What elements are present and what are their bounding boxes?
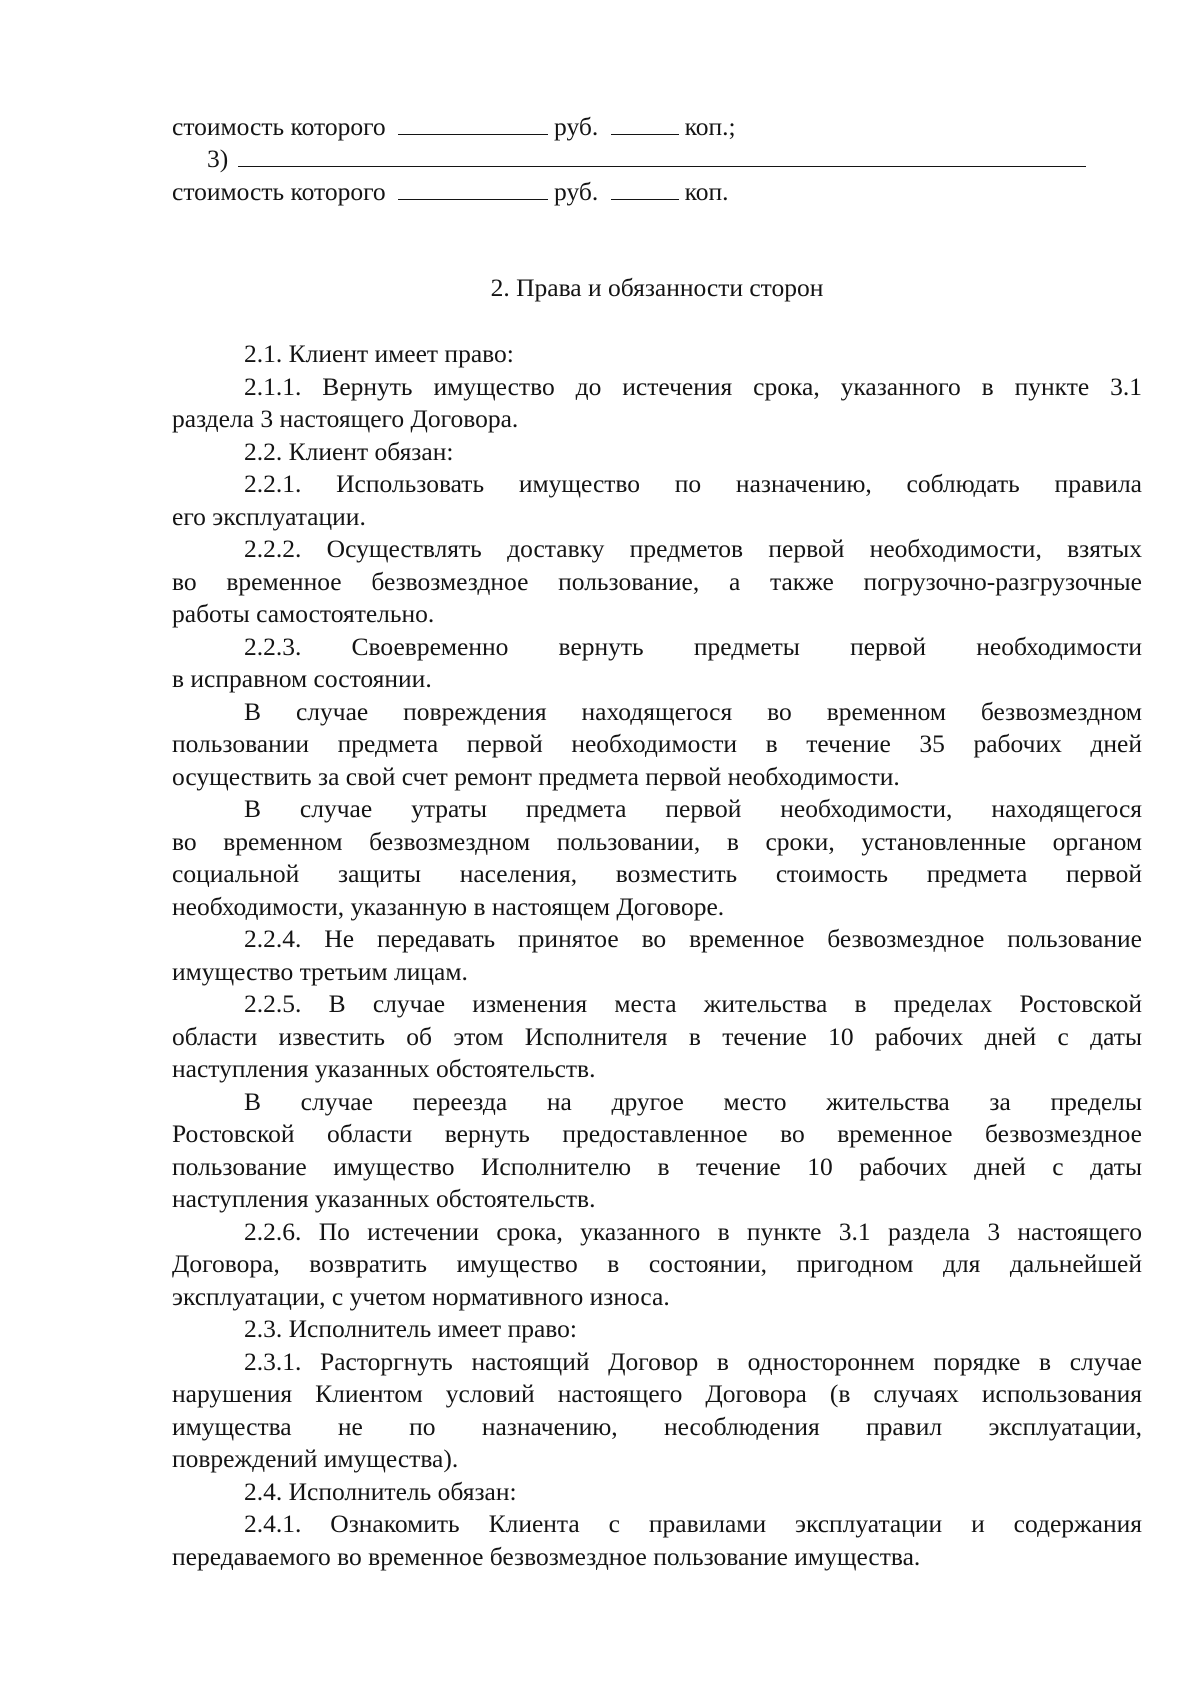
text-line: области известить об этом Исполнителя в течение 10 рабочих дней с даты (172, 1022, 1142, 1051)
item-3-blank (238, 143, 1086, 167)
text-line: 2.2. Клиент обязан: (244, 437, 454, 466)
text-line: 2.2.3. Своевременно вернуть предметы первой необходимости (244, 632, 1142, 661)
text-line: 2.1. Клиент имеет право: (244, 339, 514, 368)
text-line: во временном безвозмездном пользовании, в сроки, установленные органом (172, 827, 1142, 856)
text-line: раздела 3 настоящего Договора. (172, 404, 519, 433)
cost-prefix: стоимость которого (172, 177, 386, 206)
text-line: в исправном состоянии. (172, 664, 432, 693)
kop-label: коп. (684, 177, 729, 206)
text-line: 2.2.5. В случае изменения места жительства в пределах Ростовской (244, 989, 1142, 1018)
item-3-number: 3) (207, 144, 229, 173)
text-line: пользовании предмета первой необходимости в течение 35 рабочих дней (172, 729, 1142, 758)
text-line: имущества не по назначению, несоблюдения правил эксплуатации, (172, 1412, 1142, 1441)
text-line: 2.1.1. Вернуть имущество до истечения срока, указанного в пункте 3.1 (244, 372, 1142, 401)
text-line: работы самостоятельно. (172, 599, 435, 628)
cost-line-item-3 (172, 176, 1142, 208)
section-title: 2. Права и обязанности сторон (490, 273, 824, 302)
text-line: наступления указанных обстоятельств. (172, 1184, 596, 1213)
text-line: 2.2.6. По истечении срока, указанного в пункте 3.1 раздела 3 настоящего (244, 1217, 1142, 1246)
text-line: наступления указанных обстоятельств. (172, 1054, 596, 1083)
cost-line-item-2 (172, 111, 1142, 143)
text-line: 2.3.1. Расторгнуть настоящий Договор в одностороннем порядке в случае (244, 1347, 1142, 1376)
text-line: 2.2.4. Не передавать принятое во временное безвозмездное пользование (244, 924, 1142, 953)
text-line: пользование имущество Исполнителю в течение 10 рабочих дней с даты (172, 1152, 1142, 1181)
text-line: 2.4.1. Ознакомить Клиента с правилами эксплуатации и содержания (244, 1509, 1142, 1538)
kop-blank (611, 111, 679, 135)
text-line: 2.2.1. Использовать имущество по назначению, соблюдать правила (244, 469, 1142, 498)
text-line: нарушения Клиентом условий настоящего Договора (в случаях использования (172, 1379, 1142, 1408)
text-line: эксплуатации, с учетом нормативного износа. (172, 1282, 670, 1311)
text-line: его эксплуатации. (172, 502, 366, 531)
text-line: во временное безвозмездное пользование, а также погрузочно-разгрузочные (172, 567, 1142, 596)
rub-label: руб. (554, 177, 599, 206)
kop-label: коп.; (684, 112, 736, 141)
rub-blank (398, 111, 548, 135)
rub-label: руб. (554, 112, 599, 141)
text-line: 2.3. Исполнитель имеет право: (244, 1314, 577, 1343)
text-line: В случае переезда на другое место жительства за пределы (244, 1087, 1142, 1116)
text-line: В случае утраты предмета первой необходимости, находящегося (244, 794, 1142, 823)
text-line: повреждений имущества). (172, 1444, 459, 1473)
text-line: 2.4. Исполнитель обязан: (244, 1477, 517, 1506)
text-line: Ростовской области вернуть предоставленное во временное безвозмездное (172, 1119, 1142, 1148)
kop-blank (611, 176, 679, 200)
text-line: имущество третьим лицам. (172, 957, 468, 986)
text-line: осуществить за свой счет ремонт предмета первой необходимости. (172, 762, 900, 791)
text-line: В случае повреждения находящегося во временном безвозмездном (244, 697, 1142, 726)
item-3-line (207, 143, 1107, 175)
text-line: Договора, возвратить имущество в состоянии, пригодном для дальнейшей (172, 1249, 1142, 1278)
text-line: 2.2.2. Осуществлять доставку предметов первой необходимости, взятых (244, 534, 1142, 563)
rub-blank (398, 176, 548, 200)
cost-prefix: стоимость которого (172, 112, 386, 141)
text-line: социальной защиты населения, возместить стоимость предмета первой (172, 859, 1142, 888)
text-line: необходимости, указанную в настоящем Договоре. (172, 892, 725, 921)
text-line: передаваемого во временное безвозмездное пользование имущества. (172, 1542, 921, 1571)
